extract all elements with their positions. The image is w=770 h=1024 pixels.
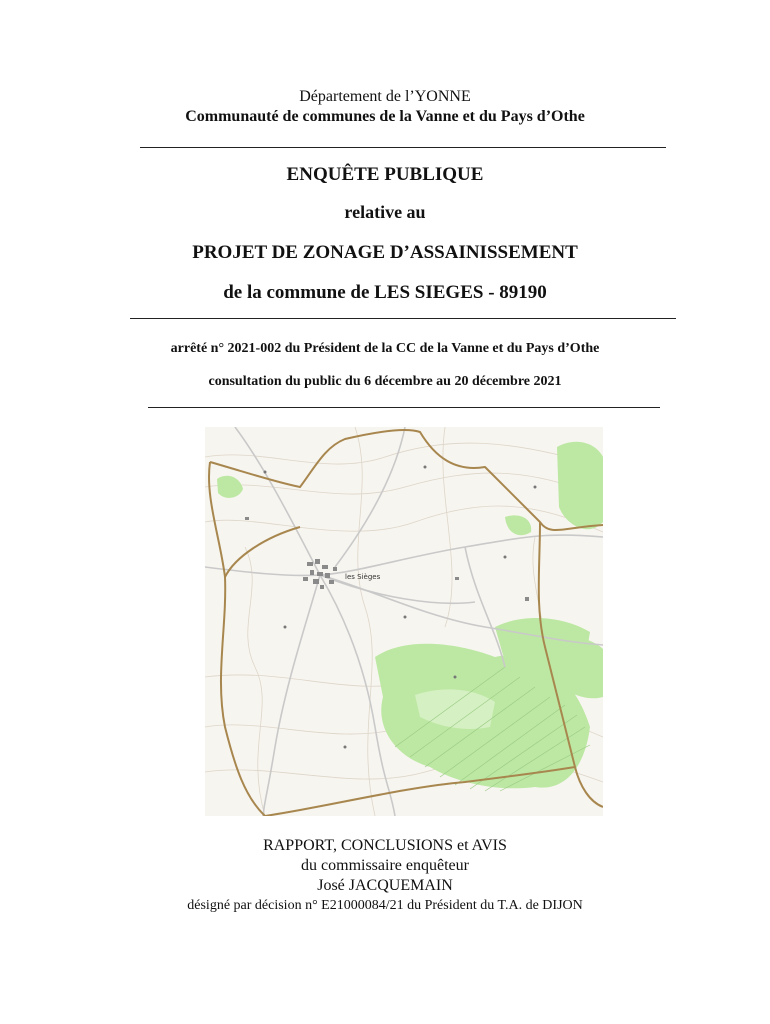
designation-line: désigné par décision n° E21000084/21 du Président du T.A. de DIJON xyxy=(187,898,583,913)
report-role: du commissaire enquêteur xyxy=(301,857,469,874)
title-relative: relative au xyxy=(344,202,426,222)
consultation-line: consultation du public du 6 décembre au 20 décembre 2021 xyxy=(208,374,562,389)
title-projet: PROJET DE ZONAGE D’ASSAINISSEMENT xyxy=(192,242,578,263)
department-line: Département de l’YONNE xyxy=(299,88,471,105)
town-label: les Sièges xyxy=(345,573,381,581)
decree-line: arrêté n° 2021-002 du Président de la CC de la Vanne et du Pays d’Othe xyxy=(170,341,600,356)
title-commune: de la commune de LES SIEGES - 89190 xyxy=(223,282,547,303)
divider-bottom xyxy=(148,407,660,408)
community-line: Communauté de communes de la Vanne et du Pays d’Othe xyxy=(185,108,585,125)
divider-middle xyxy=(130,318,676,319)
divider-top xyxy=(140,147,666,148)
title-enquete: ENQUÊTE PUBLIQUE xyxy=(286,164,484,185)
report-title: RAPPORT, CONCLUSIONS et AVIS xyxy=(263,837,507,854)
commissioner-name: José JACQUEMAIN xyxy=(317,877,453,894)
topographic-map xyxy=(205,427,603,816)
